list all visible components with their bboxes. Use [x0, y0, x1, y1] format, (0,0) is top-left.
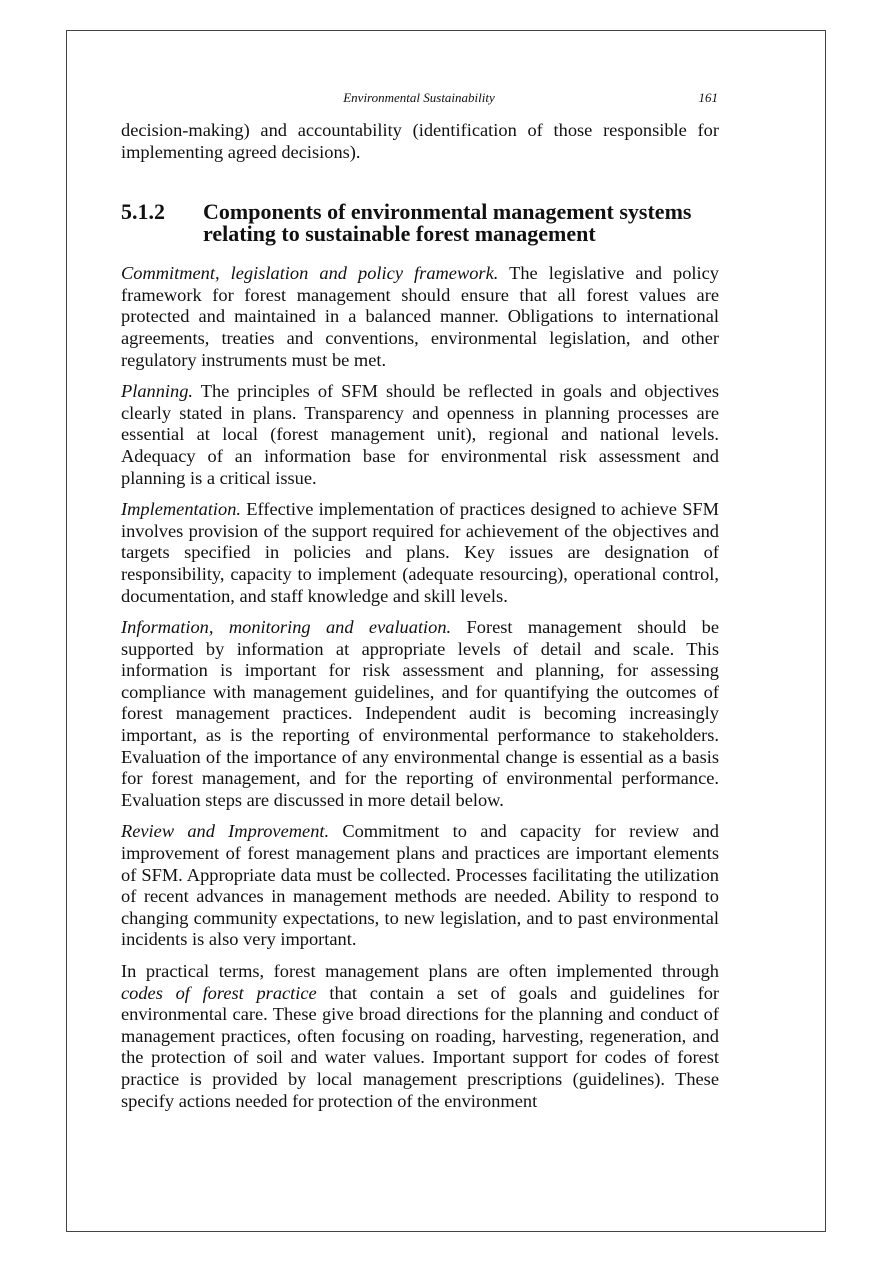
paragraph-term: Planning.: [121, 381, 194, 402]
paragraph-term: Review and Improvement.: [121, 821, 330, 842]
paragraph-text: The legislative and policy framework for forest management should ensure that all forest values are protected and maintained in a balanced manner. Obligations to international agreements, treaties and conventions, environmental legislation, and other regulatory instruments must be met.: [121, 263, 719, 370]
paragraph-commitment: [121, 263, 719, 371]
lead-paragraph: decision-making) and accountability (identification of those responsible for implementing agreed decisions).: [121, 120, 719, 162]
closing-after: that contain a set of goals and guidelines for environmental care. These give broad directions for the planning and conduct of management practices, often focusing on roading, harvesting, regeneration, and the protection of soil and water values. Important support for codes of forest practice is provided by local management prescriptions (guidelines). These specify actions needed for protection of the environment: [121, 982, 720, 1111]
section-number: 5.1.2: [121, 199, 165, 225]
text-column: [121, 120, 719, 1122]
paragraph-implementation: [121, 499, 719, 607]
paragraph-information: [121, 617, 719, 811]
paragraph-text: Effective implementation of practices designed to achieve SFM involves provision of the support required for achievement of the objectives and targets specified in policies and plans. Key issues are designation of responsibility, capacity to implement (adequate resourcing), operational control, documentation, and staff knowledge and skill levels.: [121, 499, 719, 606]
running-head: [120, 90, 718, 108]
section-title: Components of environmental management systems relating to sustainable forest management: [203, 199, 692, 247]
closing-before: In practical terms, forest management plans are often implemented through: [121, 961, 719, 981]
paragraph-text: Forest management should be supported by information at appropriate levels of detail and scale. This information is important for risk assessment and planning, for assessing compliance with management guidelines, and for quantifying the outcomes of forest management practices. Independent audit is becoming increasingly important, as is the reporting of environmental performance to stakeholders. Evaluation of the importance of any environmental change is essential as a basis for forest management, and for the reporting of environmental performance. Evaluation steps are discussed in more detail below.: [121, 617, 719, 810]
running-title: Environmental Sustainability: [343, 90, 495, 105]
paragraph-planning: [121, 381, 719, 489]
paragraph-term: Information, monitoring and evaluation.: [121, 617, 452, 638]
paragraph-text: Commitment to and capacity for review and improvement of forest management plans and practices are important elements of SFM. Appropriate data must be collected. Processes facilitating the utilization of recent advances in management methods are needed. Ability to respond to changing community expectations, to new legislation, and to past environmental incidents is also very important.: [121, 821, 719, 950]
paragraph-term: Implementation.: [121, 499, 242, 520]
section-heading: [121, 201, 719, 245]
page-number: 161: [698, 90, 718, 105]
closing-term: codes of forest practice: [121, 982, 317, 1003]
paragraph-term: Commitment, legislation and policy framework.: [121, 263, 499, 284]
paragraph-review: [121, 821, 719, 951]
paragraph-text: The principles of SFM should be reflected in goals and objectives clearly stated in plans. Transparency and openness in planning processes are essential at local (forest management unit), regional and national levels. Adequacy of an information base for environmental risk assessment and planning is a critical issue.: [121, 381, 719, 488]
paragraph-codes: [121, 961, 719, 1112]
